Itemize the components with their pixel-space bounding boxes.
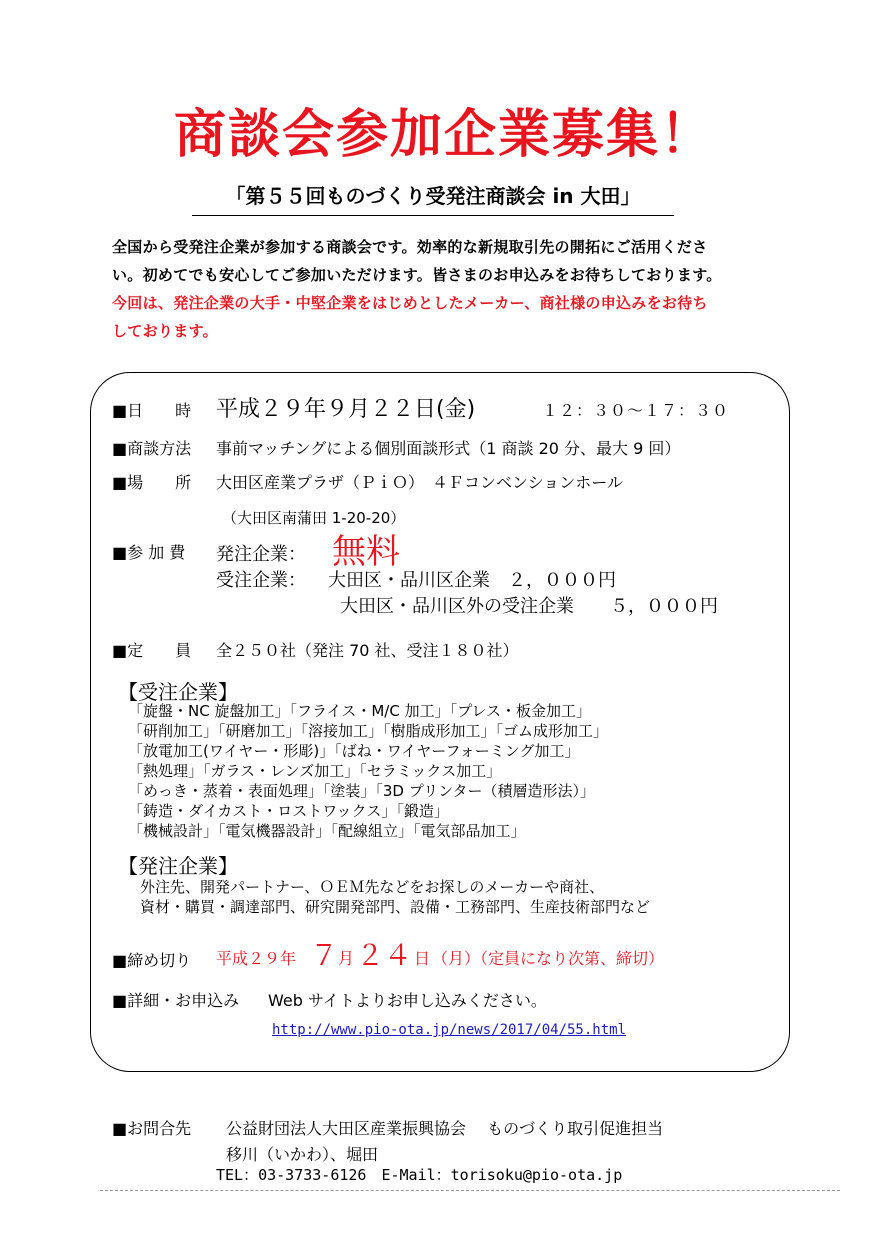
fee-buyer-value: 無料 xyxy=(332,532,400,572)
intro-line-1: 全国から受発注企業が参加する商談会です。効率的な新規取引先の開拓にご活用くださ xyxy=(112,238,708,256)
method-label: ■商談方法 xyxy=(112,439,192,458)
deadline-day-unit: 日 xyxy=(414,949,431,968)
apply-value: Web サイトよりお申し込みください。 xyxy=(268,991,547,1010)
deadline-suffix: （月）（定員になり次第、締切） xyxy=(432,949,665,968)
date-label: ■日 時 xyxy=(112,401,192,420)
fee-supplier-line-2: 大田区・品川区外の受注企業 ５，０００円 xyxy=(340,596,718,617)
deadline-prefix: 平成２９年 xyxy=(216,949,297,968)
contact-names: 移川（いかわ）、堀田 xyxy=(226,1145,379,1164)
supplier-line: 「機械設計」「電気機器設計」「配線組立」「電気部品加工」 xyxy=(128,822,526,840)
supplier-line: 「旋盤・NC 旋盤加工」「フライス・M/C 加工」「プレス・板金加工」 xyxy=(128,702,592,720)
fee-supplier-label: 受注企業： xyxy=(216,570,306,591)
supplier-line: 「鋳造・ダイカスト・ロストワックス」「鍛造」 xyxy=(128,802,449,820)
intro-line-2: い。初めてでも安心してご参加いただけます。皆さまのお申込みをお待ちしております。 xyxy=(112,266,722,284)
place-address: （大田区南蒲田 1-20-20） xyxy=(222,509,406,527)
supplier-heading: 【受注企業】 xyxy=(118,680,238,704)
capacity-value: 全２５０社（発注 70 社、受注１８０社） xyxy=(216,641,519,660)
place-label: ■場 所 xyxy=(112,473,192,492)
place-value: 大田区産業プラザ（ＰｉＯ） ４Ｆコンベンションホール xyxy=(216,473,623,492)
fee-supplier-line-1: 大田区・品川区企業 ２，０００円 xyxy=(328,570,616,591)
page-title: 商談会参加企業募集！ xyxy=(173,105,714,165)
date-value: 平成２９年９月２２日(金) xyxy=(216,397,476,422)
buyer-heading: 【発注企業】 xyxy=(118,854,238,878)
method-value: 事前マッチングによる個別面談形式（1 商談 20 分、最大 9 回） xyxy=(216,439,681,458)
deadline-day: ２４ xyxy=(356,939,413,972)
buyer-line: 資材・購買・調達部門、研究開発部門、設備・工務部門、生産技術部門など xyxy=(140,898,651,916)
supplier-line: 「めっき・蒸着・表面処理」「塗装」「3D プリンター（積層造形法）」 xyxy=(128,782,596,800)
contact-org: 公益財団法人大田区産業振興協会 ものづくり取引促進担当 xyxy=(226,1119,664,1138)
application-link[interactable]: http://www.pio-ota.jp/news/2017/04/55.html xyxy=(272,1022,627,1038)
deadline-month-unit: 月 xyxy=(338,949,355,968)
intro-red-line-2: しております。 xyxy=(112,322,218,340)
event-subtitle: 「第５５回ものづくり受発注商談会 in 大田」 xyxy=(192,180,674,216)
dashed-divider xyxy=(100,1190,840,1191)
supplier-line: 「放電加工(ワイヤー・形彫)」「ばね・ワイヤーフォーミング加工」 xyxy=(128,742,580,760)
deadline-month: ７ xyxy=(310,939,339,972)
deadline-label: ■締め切り xyxy=(112,951,192,970)
apply-label: ■詳細・お申込み xyxy=(112,991,240,1010)
buyer-line: 外注先、開発パートナー、ＯＥＭ先などをお探しのメーカーや商社、 xyxy=(140,878,605,896)
contact-label: ■お問合先 xyxy=(112,1119,192,1138)
fee-label: ■参 加 費 xyxy=(112,543,186,562)
supplier-line: 「熱処理」「ガラス・レンズ加工」「セラミックス加工」 xyxy=(128,762,502,780)
time-value: １２：３０～１７：３０ xyxy=(542,401,730,420)
supplier-line: 「研削加工」「研磨加工」「溶接加工」「樹脂成形加工」「ゴム成形加工」 xyxy=(128,722,609,740)
fee-buyer-label: 発注企業： xyxy=(216,544,306,565)
contact-tel-email: TEL：03-3733-6126 E-Mail：torisoku@pio-ota.jp xyxy=(216,1166,623,1184)
intro-red-line-1: 今回は、発注企業の大手・中堅企業をはじめとしたメーカー、商社様の申込みをお待ち xyxy=(112,294,708,312)
capacity-label: ■定 員 xyxy=(112,641,192,660)
